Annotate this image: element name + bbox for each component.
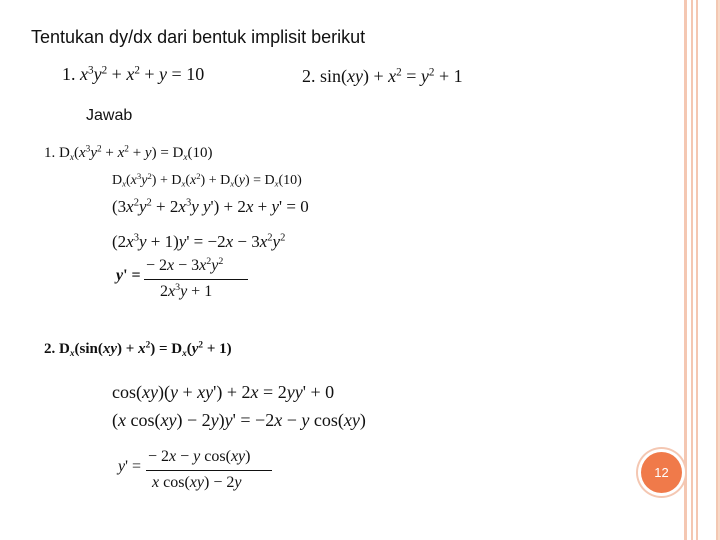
problem-2-expression: $\sin(xy) + x^2 = y^2 + 1$ [320,66,463,86]
solution-1-step-4: $(2x^3y + 1)y' = -2x - 3x^2y^2$ [112,232,286,251]
decorative-rail [684,0,687,540]
solution-1-step-1 [44,143,213,163]
page-number-badge: 12 [641,452,682,493]
solution-1-number: 1. [44,145,56,161]
problem-2 [302,66,463,86]
solution-1-result-denominator: $2x^3y + 1$ [160,282,213,300]
solution-1-result-numerator: − $2x - 3x^2y^2$ [146,256,224,274]
problem-1-expression: $x^3y^2 + x^2 + y = 10$ [80,64,205,84]
decorative-rail [696,0,718,540]
solution-2-result-numerator: − 2x − y cos(xy) [148,448,251,465]
problem-1 [62,64,204,84]
solution-2-step-2: cos(xy)(y + xy') + 2x = 2yy' + 0 [112,382,335,402]
solution-1-result-lhs: y' = [116,267,141,284]
solution-2-step-1-text: $D_x(\sin(xy) + x^2) = D_x(y^2 + 1)$ [59,340,232,359]
solution-1-result [116,257,246,305]
slide-title: Tentukan dy/dx dari bentuk implisit berikut [31,27,366,47]
answer-label: Jawab [86,107,133,124]
solution-2-result-lhs: y' = [118,458,142,475]
problem-1-number: 1. [62,64,76,84]
solution-2-result [118,448,268,494]
fraction-bar [146,470,272,471]
fraction-bar [144,279,248,280]
solution-1-step-3: ($3x^2y^2 + 2x^3y$ y') + 2x + y' = 0 [112,197,309,216]
solution-2-step-3: (x cos(xy) − 2y)y' = −2x − y cos(xy) [112,410,366,430]
problem-2-number: 2. [302,66,316,86]
solution-1-step-1-text: $D_x(x^3y^2 + x^2 + y) = D_x(10)$ [59,144,213,163]
solution-2-result-denominator: x cos(xy) − 2y [152,474,242,491]
solution-2-number: 2. [44,341,56,357]
decorative-rail [691,0,693,540]
solution-2-step-1 [44,339,232,359]
solution-1-step-2: $D_x(x^3y^2) + D_x(x^2) + D_x(y) = D_x(10)$ [112,170,302,189]
